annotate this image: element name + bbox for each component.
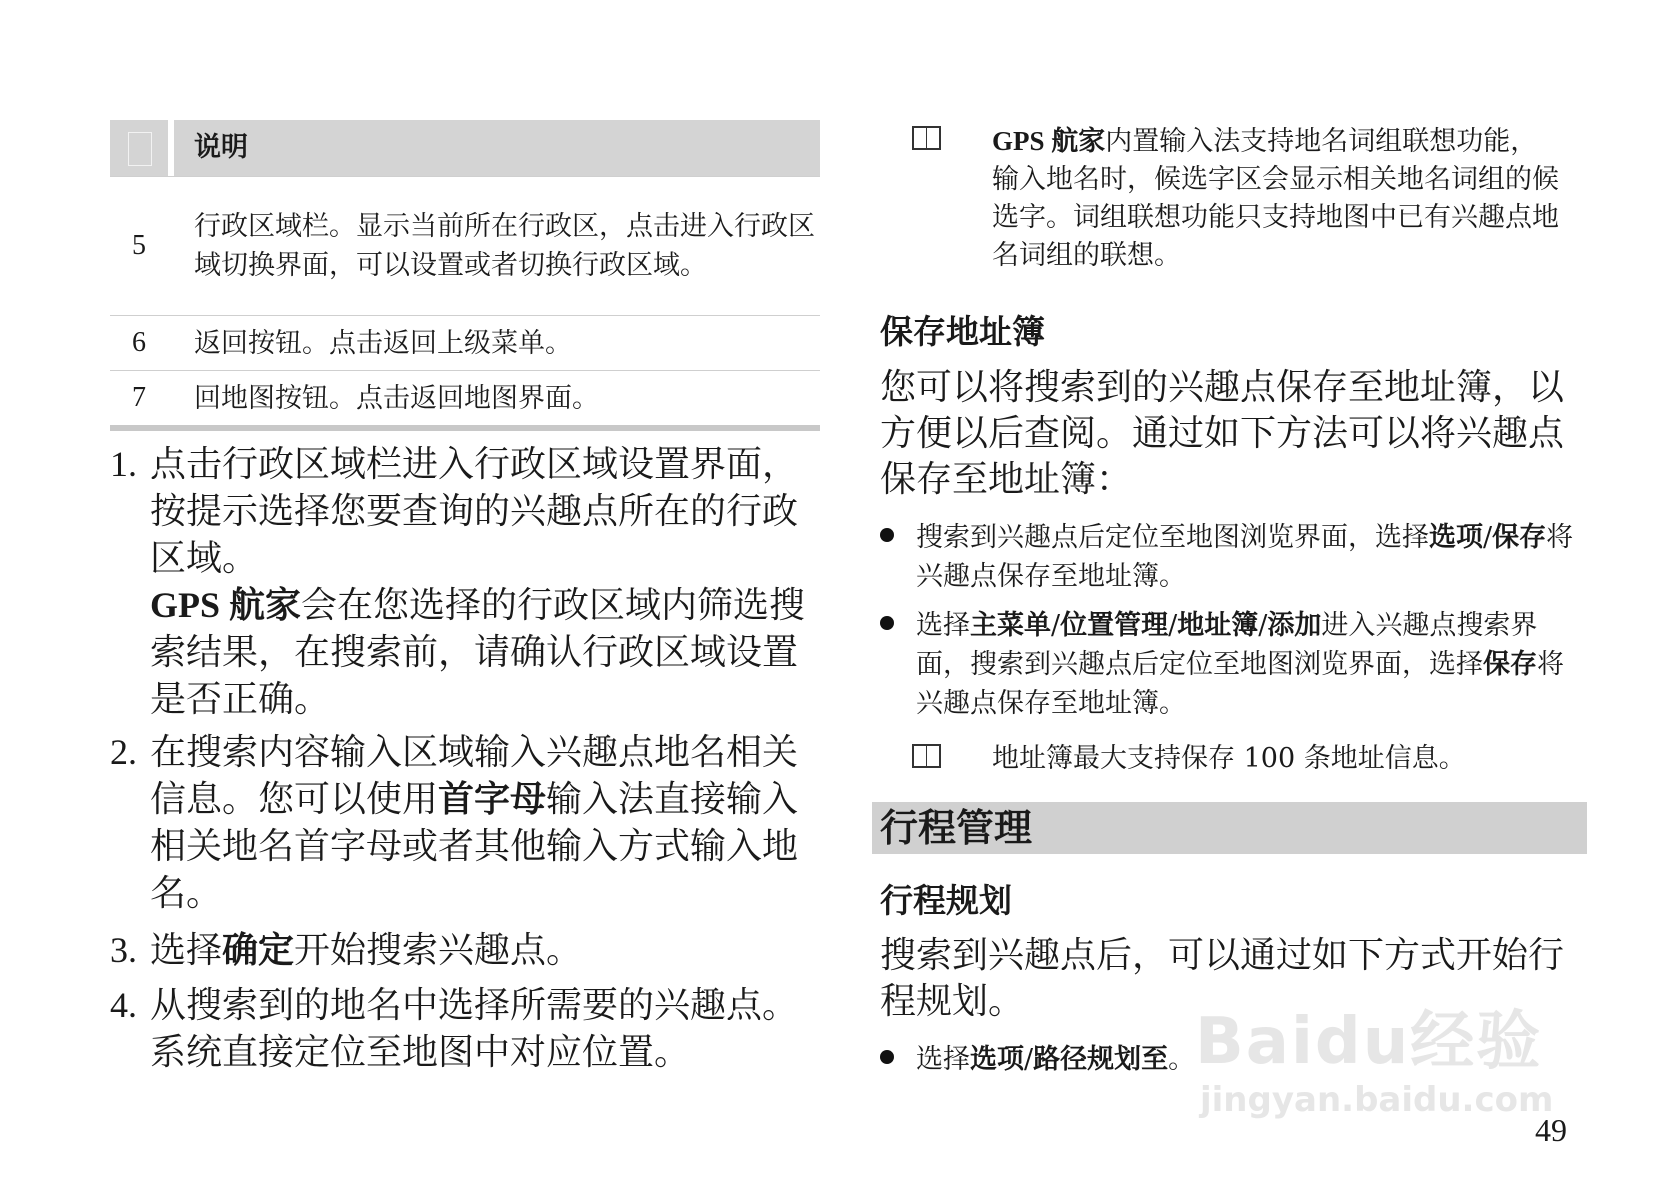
bullet-icon <box>880 528 894 542</box>
step-text: 从搜索到的地名中选择所需要的兴趣点。系统直接定位至地图中对应位置。 <box>150 985 799 1073</box>
note-address-book-limit <box>912 740 1562 778</box>
ui-term: 选项 <box>1429 522 1483 553</box>
ui-term: 保存 <box>1483 649 1537 680</box>
bullet-item <box>880 518 1580 596</box>
bullet-icon <box>880 1050 894 1064</box>
step-text: 点击行政区域栏进入行政区域设置界面，按提示选择您要查询的兴趣点所在的行政区域。 <box>150 444 799 579</box>
section-title-trip-management: 行程管理 <box>872 802 1587 854</box>
note-book-icon <box>912 744 942 768</box>
note-input-method <box>912 122 1562 275</box>
step-number: 4. <box>110 985 137 1025</box>
ui-term: 地址簿 <box>1177 610 1259 641</box>
table-bottom-rule <box>110 425 820 431</box>
step-text: 选择确定开始搜索兴趣点。 <box>150 929 583 971</box>
step-3 <box>110 927 810 974</box>
legend-table <box>110 120 820 431</box>
step-number: 3. <box>110 930 137 970</box>
bullet-item <box>880 1040 1580 1079</box>
note-book-icon <box>912 126 942 150</box>
ui-term: 确定 <box>222 929 295 971</box>
ui-term: 添加 <box>1267 610 1322 641</box>
save-description: 您可以将搜索到的兴趣点保存至地址簿，以方便以后查阅。通过如下方法可以将兴趣点保存至地址簿： <box>880 367 1565 500</box>
section-heading-trip-planning: 行程规划 <box>880 881 1012 920</box>
row-description: 回地图按钮。点击返回地图界面。 <box>194 382 599 414</box>
table-row <box>110 315 820 370</box>
watermark-url: jingyan.baidu.com <box>1200 1080 1554 1120</box>
table-header-number-cell <box>110 120 168 176</box>
row-number: 6 <box>132 327 146 358</box>
planning-description: 搜索到兴趣点后，可以通过如下方式开始行程规划。 <box>880 935 1565 1022</box>
table-row <box>110 176 820 315</box>
ui-term: 保存 <box>1492 522 1547 553</box>
step-text: 在搜索内容输入区域输入兴趣点地名相关信息。您可以使用首字母输入法直接输入相关地名首字母或者其他输入方式输入地名。 <box>150 732 799 914</box>
brand-name: GPS 航家 <box>150 585 302 625</box>
bullet-text: 搜索到兴趣点后定位至地图浏览界面，选择选项/保存将兴趣点保存至地址簿。 <box>916 522 1574 592</box>
page-number: 49 <box>1535 1112 1567 1148</box>
ui-term: 路径规划至 <box>1033 1044 1169 1075</box>
table-header-description: 说明 <box>174 120 820 176</box>
step-number: 2. <box>110 732 137 772</box>
watermark-brand: Baidu经验 <box>1195 1005 1543 1079</box>
row-number: 7 <box>132 382 146 413</box>
blank-glyph-icon <box>128 132 152 166</box>
row-description: 行政区域栏。显示当前所在行政区，点击进入行政区域切换界面，可以设置或者切换行政区域。 <box>194 211 815 281</box>
step-1 <box>110 441 810 723</box>
bullet-icon <box>880 616 894 630</box>
row-description: 返回按钮。点击返回上级菜单。 <box>194 327 572 359</box>
step-2 <box>110 729 810 917</box>
table-row <box>110 370 820 425</box>
note-text: GPS 航家内置输入法支持地名词组联想功能，输入地名时，候选字区会显示相关地名词组的候选字。词组联想功能只支持地图中已有兴趣点地名词组的联想。 <box>992 126 1559 271</box>
step-4 <box>110 982 810 1076</box>
note-text: 地址簿最大支持保存 100 条地址信息。 <box>992 743 1466 774</box>
ui-term: 首字母 <box>438 778 547 820</box>
ui-term: 位置管理 <box>1060 610 1169 641</box>
ui-term: 主菜单 <box>970 610 1051 641</box>
brand-name: GPS 航家 <box>992 126 1106 156</box>
section-heading-save-address-book: 保存地址簿 <box>880 312 1045 351</box>
bullet-item <box>880 606 1580 723</box>
table-header <box>110 120 820 176</box>
step-number: 1. <box>110 444 137 484</box>
bullet-text: 选择选项/路径规划至。 <box>916 1044 1196 1075</box>
step-note: GPS 航家会在您选择的行政区域内筛选搜索结果，在搜索前，请确认行政区域设置是否正确。 <box>150 585 806 720</box>
row-number: 5 <box>132 230 146 261</box>
ui-term: 选项 <box>970 1044 1024 1075</box>
bullet-text: 选择主菜单/位置管理/地址簿/添加进入兴趣点搜索界面，搜索到兴趣点后定位至地图浏览界面，选择保存将兴趣点保存至地址簿。 <box>916 610 1564 719</box>
